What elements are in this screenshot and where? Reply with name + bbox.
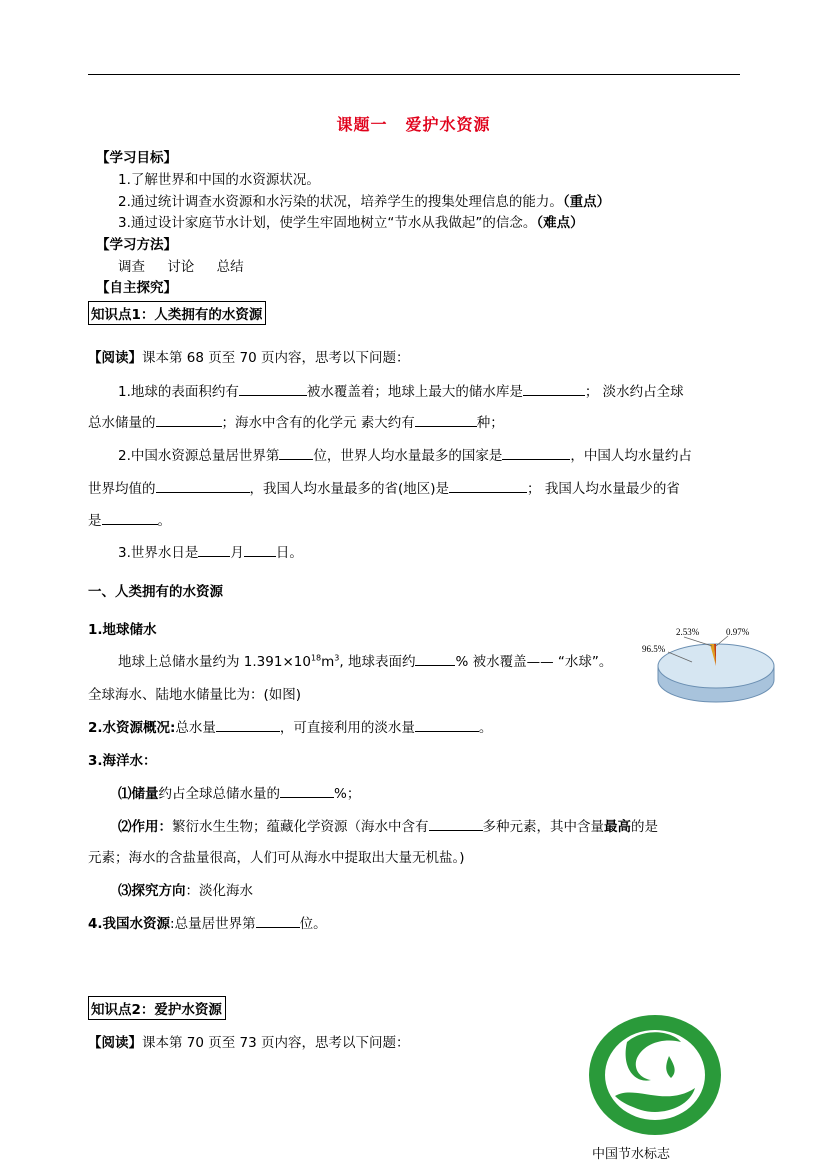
method-item: 总结 <box>216 259 244 275</box>
question-2-line2: 世界均值的 ，我国人均水量最多的省(地区)是 ； 我国人均水量最少的省 <box>88 477 680 497</box>
blank-field[interactable] <box>415 717 479 732</box>
ocean-water-heading: 3.海洋水： <box>88 753 157 769</box>
blank-field[interactable] <box>280 783 334 798</box>
ocean-function-line1: ⑵作用：繁衍水生生物；蕴藏化学资源（海水中含有 多种元素，其中含量最高的是 <box>118 815 658 835</box>
earth-water-heading: 1.地球储水 <box>88 622 157 638</box>
earth-water-line2: 全球海水、陆地水储量比为：(如图) <box>88 687 302 703</box>
blank-field[interactable] <box>198 542 230 557</box>
kp1-reading: 【阅读】课本第 68 页至 70 页内容，思考以下问题： <box>88 350 410 366</box>
blank-field[interactable] <box>449 478 527 493</box>
ocean-function-line2: 元素；海水的含盐量很高，人们可从海水中提取出大量无机盐。) <box>88 850 465 866</box>
title-part2: 爱护水资源 <box>405 115 491 134</box>
blank-field[interactable] <box>244 542 276 557</box>
method-item: 调查 <box>118 259 145 275</box>
resource-overview: 2.水资源概况:总水量 ，可直接利用的淡水量 。 <box>88 716 492 736</box>
blank-field[interactable] <box>239 381 307 396</box>
pie-label-other: 0.97% <box>726 627 750 637</box>
question-1-line2: 总水储量的 ；海水中含有的化学元 素大约有 种； <box>88 411 504 431</box>
question-3: 3.世界水日是 月 日。 <box>118 541 303 561</box>
question-2-line1: 2.中国水资源总量居世界第 位，世界人均水量最多的国家是 ，中国人均水量约占 <box>118 444 692 464</box>
china-water: 4.我国水资源:总量居世界第 位。 <box>88 912 327 932</box>
logo-caption: 中国节水标志 <box>592 1147 671 1162</box>
objective-1: 1.了解世界和中国的水资源状况。 <box>118 172 320 188</box>
blank-field[interactable] <box>256 913 300 928</box>
difficulty-tag: （难点） <box>536 215 584 231</box>
blank-field[interactable] <box>415 412 477 427</box>
water-ratio-pie-chart <box>640 618 780 710</box>
blank-field[interactable] <box>279 445 313 460</box>
blank-field[interactable] <box>216 717 280 732</box>
page-title <box>0 112 827 135</box>
blank-field[interactable] <box>156 412 222 427</box>
blank-field[interactable] <box>415 651 455 666</box>
ocean-reserve: ⑴储量约占全球总储水量的 %； <box>118 782 360 802</box>
header-rule <box>88 74 740 75</box>
question-1-line1: 1.地球的表面积约有 被水覆盖着；地球上最大的储水库是 ； 淡水约占全球 <box>118 380 684 400</box>
methods-list <box>118 255 244 275</box>
water-saving-logo <box>585 1012 725 1142</box>
ocean-research: ⑶探究方向：淡化海水 <box>118 883 253 899</box>
objective-2: 2.通过统计调查水资源和水污染的状况，培养学生的搜集处理信息的能力。（重点） <box>118 194 611 210</box>
method-item: 讨论 <box>167 259 195 275</box>
blank-field[interactable] <box>156 478 250 493</box>
kp1-box: 知识点1：人类拥有的水资源 <box>88 301 266 325</box>
methods-header: 【学习方法】 <box>96 237 177 253</box>
kp2-box: 知识点2：爱护水资源 <box>88 996 226 1020</box>
pie-label-fresh: 2.53% <box>676 627 700 637</box>
title-part1: 课题一 <box>336 115 388 134</box>
question-2-line3: 是 。 <box>88 509 171 529</box>
blank-field[interactable] <box>523 381 585 396</box>
blank-field[interactable] <box>502 445 570 460</box>
kp2-reading: 【阅读】课本第 70 页至 73 页内容，思考以下问题： <box>88 1035 410 1051</box>
objective-3: 3.通过设计家庭节水计划，使学生牢固地树立“节水从我做起”的信念。（难点） <box>118 215 584 231</box>
focus-tag: （重点） <box>562 194 611 210</box>
section-1-heading: 一、人类拥有的水资源 <box>88 584 223 600</box>
earth-water-line1: 地球上总储水量约为 $1.391\times 10^{18}m^3$, 地球表面约 % 被水覆盖—— “水球”。 <box>118 650 612 670</box>
explore-header: 【自主探究】 <box>96 280 177 296</box>
blank-field[interactable] <box>429 816 483 831</box>
blank-field[interactable] <box>102 510 158 525</box>
pie-label-ocean: 96.5% <box>642 644 666 654</box>
objectives-header: 【学习目标】 <box>96 150 177 166</box>
